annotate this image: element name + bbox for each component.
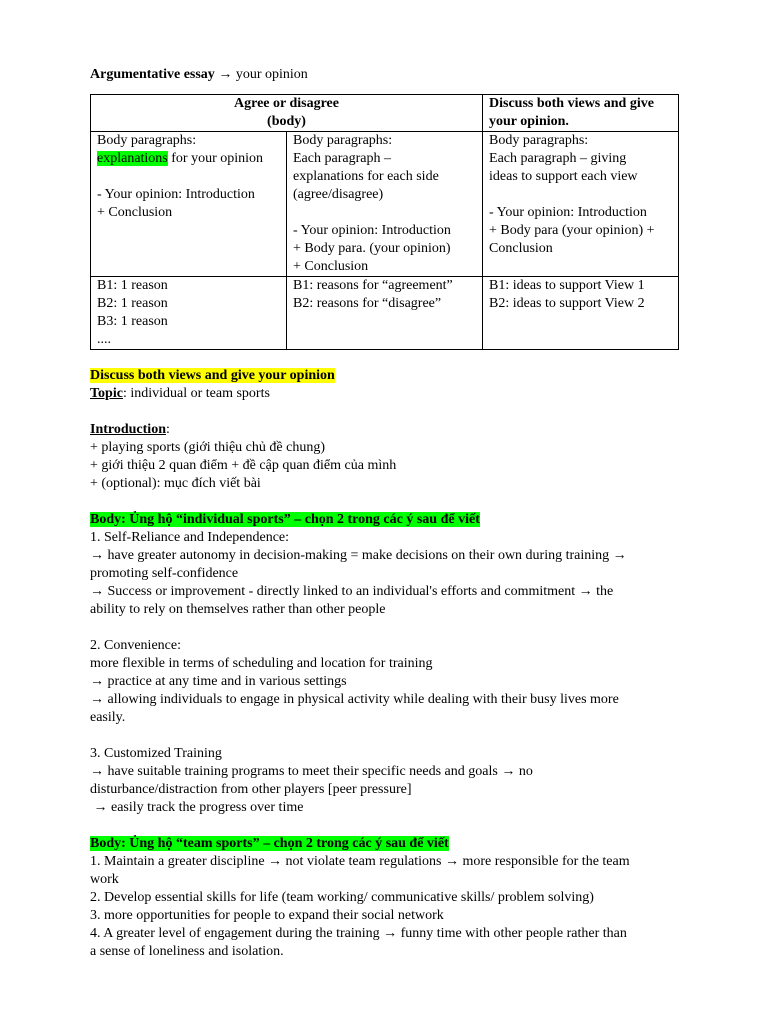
point-title: 3. Customized Training xyxy=(90,746,222,761)
cell-r1-c3 xyxy=(483,132,679,277)
cell-line: + Body para. (your opinion) xyxy=(293,241,451,256)
point-line: 4. A greater level of engagement during the training → funny time with other people rather than xyxy=(90,926,627,941)
point-line: → easily track the progress over time xyxy=(90,800,304,815)
point-title: 2. Convenience: xyxy=(90,638,181,653)
section-discuss xyxy=(90,367,690,403)
cell-r1-c2 xyxy=(287,132,483,277)
table-header-row xyxy=(91,95,679,132)
cell-line: B2: ideas to support View 2 xyxy=(489,296,645,311)
cell-line: B2: reasons for “disagree” xyxy=(293,296,442,311)
header-agree-disagree xyxy=(91,95,483,132)
introduction-colon: : xyxy=(165,422,170,437)
point-line: 3. more opportunities for people to expand their social network xyxy=(90,908,444,923)
point-line: work xyxy=(90,872,119,887)
cell-line: B3: 1 reason xyxy=(97,314,168,329)
topic-label: Topic xyxy=(90,386,123,401)
cell-line xyxy=(97,150,280,168)
cell-line: (agree/disagree) xyxy=(293,187,384,202)
point-line: promoting self-confidence xyxy=(90,566,239,581)
cell-line: B1: ideas to support View 1 xyxy=(489,278,645,293)
header-agree-sub: (body) xyxy=(267,114,306,129)
discuss-heading: Discuss both views and give your opinion xyxy=(90,368,335,383)
cell-line: Body paragraphs: xyxy=(97,133,197,148)
point-title: 1. Self-Reliance and Independence: xyxy=(90,530,290,545)
cell-line: B1: reasons for “agreement” xyxy=(293,278,453,293)
cell-line: Conclusion xyxy=(489,241,553,256)
title-arrow: → xyxy=(218,67,233,82)
document-title xyxy=(90,66,690,84)
list-item: + (optional): mục đích viết bài xyxy=(90,476,261,491)
cell-line: Each paragraph – xyxy=(293,151,391,166)
cell-line: Each paragraph – giving xyxy=(489,151,627,166)
cell-line: B1: 1 reason xyxy=(97,278,168,293)
cell-line: Body paragraphs: xyxy=(293,133,393,148)
list-item: + playing sports (giới thiệu chủ đề chung) xyxy=(90,440,325,455)
point-line: easily. xyxy=(90,710,126,725)
section-individual-sports xyxy=(90,511,690,817)
title-rest: your opinion xyxy=(232,67,308,82)
introduction-label: Introduction xyxy=(90,422,166,437)
cell-r2-c3 xyxy=(483,277,679,350)
table-row xyxy=(91,132,679,277)
cell-line: ideas to support each view xyxy=(489,169,638,184)
essay-structure-table xyxy=(90,94,679,350)
cell-line: - Your opinion: Introduction xyxy=(489,205,647,220)
cell-r2-c2 xyxy=(287,277,483,350)
point-line: more flexible in terms of scheduling and location for training xyxy=(90,656,433,671)
table-row xyxy=(91,277,679,350)
point-line: a sense of loneliness and isolation. xyxy=(90,944,284,959)
point-line: → have suitable training programs to meet their specific needs and goals → no xyxy=(90,764,533,779)
topic-value: : individual or team sports xyxy=(122,386,270,401)
individual-heading: Body: Ủng hộ “individual sports” – chọn 2 trong các ý sau để viết xyxy=(90,512,480,527)
cell-r1-c1 xyxy=(91,132,287,277)
cell-line: - Your opinion: Introduction xyxy=(293,223,451,238)
title-bold: Argumentative essay xyxy=(90,67,215,82)
cell-line: .... xyxy=(97,332,111,347)
header-discuss-both xyxy=(483,95,679,132)
header-discuss-l2: your opinion. xyxy=(489,114,569,129)
cell-line: + Conclusion xyxy=(97,205,173,220)
list-item: + giới thiệu 2 quan điểm + đề cập quan điểm của mình xyxy=(90,458,397,473)
point-line: disturbance/distraction from other players [peer pressure] xyxy=(90,782,412,797)
cell-text: for your opinion xyxy=(167,151,264,166)
cell-r2-c1 xyxy=(91,277,287,350)
point-line: → have greater autonomy in decision-making = make decisions on their own during training → xyxy=(90,548,627,563)
point-line: 2. Develop essential skills for life (team working/ communicative skills/ problem solving) xyxy=(90,890,594,905)
section-team-sports xyxy=(90,835,690,961)
point-line: → practice at any time and in various settings xyxy=(90,674,347,689)
cell-line: B2: 1 reason xyxy=(97,296,168,311)
point-line: 1. Maintain a greater discipline → not violate team regulations → more responsible for the team xyxy=(90,854,630,869)
highlight-explanations: explanations xyxy=(97,151,168,166)
cell-line: + Conclusion xyxy=(293,259,369,274)
point-line: → allowing individuals to engage in physical activity while dealing with their busy lives more xyxy=(90,692,619,707)
cell-line: + Body para (your opinion) + xyxy=(489,223,655,238)
team-heading: Body: Ủng hộ “team sports” – chọn 2 trong các ý sau để viết xyxy=(90,836,449,851)
header-discuss-l1: Discuss both views and give xyxy=(489,96,654,111)
point-line: → Success or improvement - directly linked to an individual's efforts and commitment → the xyxy=(90,584,614,599)
document-content xyxy=(90,66,690,961)
section-introduction xyxy=(90,421,690,493)
point-line: ability to rely on themselves rather than other people xyxy=(90,602,386,617)
cell-line: explanations for each side xyxy=(293,169,439,184)
cell-line: Body paragraphs: xyxy=(489,133,589,148)
cell-line: - Your opinion: Introduction xyxy=(97,187,255,202)
header-agree-label: Agree or disagree xyxy=(234,96,339,111)
